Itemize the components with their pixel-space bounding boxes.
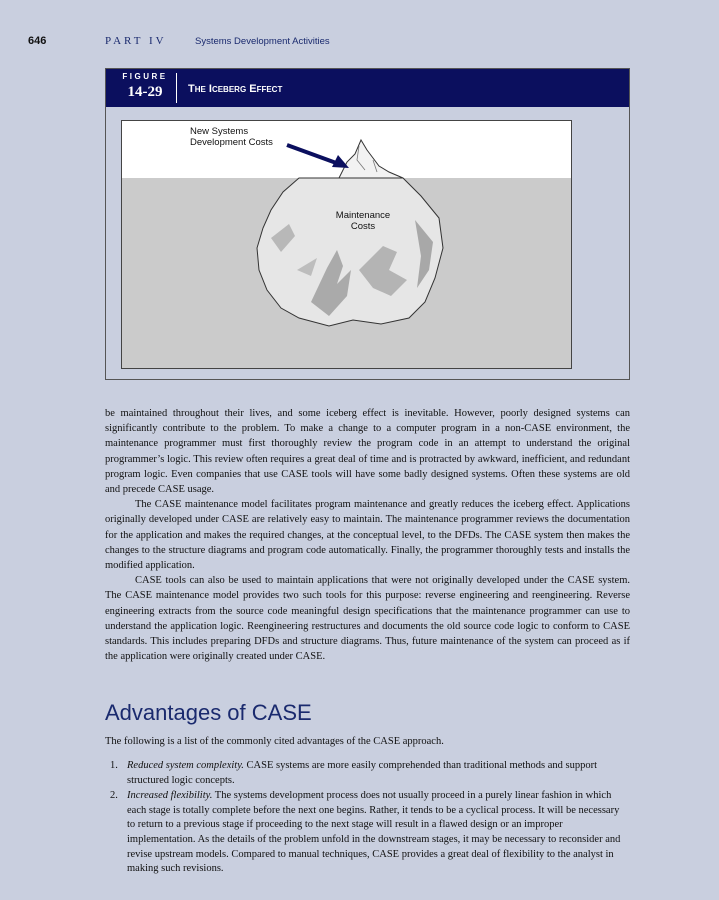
label-development-costs: Development Costs bbox=[190, 137, 273, 148]
label-costs: Costs bbox=[350, 221, 376, 232]
paragraph-3: CASE tools can also be used to maintain applications that were not originally developed under the CASE system. The CASE maintenance model provides two such tools for this purpose: reverse engineering and reengineering. Reverse engineering extracts from the source code meaningful design specifications that the maintenance programmer can use to understand the application logic. Reengineering restructures and documents the old source code logic to conform to CASE standards. This includes preparing DFDs and structure diagrams. Thus, future maintenance of the system can proceed as if the application were originally created under CASE. bbox=[105, 575, 630, 663]
iceberg-illustration bbox=[121, 120, 572, 369]
figure-number: 14-29 bbox=[127, 84, 163, 100]
page-number: 646 bbox=[28, 35, 47, 47]
list-item-text: The systems development process does not usually proceed in a purely linear fashion in which each stage is totally complete before the next one begins. Rather, it tends to be a cyclical process. It will be necessary to return to a previous stage if proceeding to the next stage will result in a flawed design or an improper implementation. As the details of the problem unfold in the downstream stages, it may be necessary to reconsider and revise upstream models. Compared to manual techniques, CASE provides a great deal of flexibility to the analyst in making such revisions. bbox=[127, 790, 621, 875]
section-heading: Advantages of CASE bbox=[105, 700, 312, 725]
paragraph-1: be maintained throughout their lives, and some iceberg effect is inevitable. However, poorly designed systems can significantly contribute to the problem. To make a change to a computer program in a non-CASE environment, the maintenance programmer must first thoroughly review the program code in an attempt to understand the original programmer’s logic. This review often requires a great deal of time and is protracted by awkward, inefficient, and redundant program logic. Even companies that use CASE tools will have some badly designed systems. Often these systems are old and precede CASE usage. bbox=[105, 408, 630, 496]
figure-title: The Iceberg Effect bbox=[188, 83, 283, 95]
section-intro: The following is a list of the commonly cited advantages of the CASE approach. bbox=[105, 736, 444, 747]
figure-14-29 bbox=[105, 68, 630, 380]
label-maintenance: Maintenance bbox=[335, 210, 391, 221]
list-item-number: 1. bbox=[110, 760, 118, 771]
advantages-list bbox=[105, 759, 625, 878]
paragraph-2: The CASE maintenance model facilitates program maintenance and greatly reduces the iceberg effect. Applications originally developed under CASE are relatively easy to maintain. The maintenance programmer reviews the documentation for the application and makes the required changes, at the conceptual level, to the DFDs. The CASE system then makes the changes to the structure diagrams and program code automatically. Finally, the programmer thoroughly tests and installs the modified application. bbox=[105, 499, 630, 572]
list-item-text: CASE systems are more easily comprehended than traditional methods and support structured logic concepts. bbox=[127, 760, 598, 786]
list-item-term: Reduced system complexity. bbox=[127, 760, 244, 771]
iceberg-submerged bbox=[257, 178, 443, 326]
body-text bbox=[105, 406, 630, 664]
list-item-term: Increased flexibility. bbox=[127, 790, 213, 802]
part-label: PART IV bbox=[105, 35, 167, 47]
section-label: Systems Development Activities bbox=[195, 36, 330, 47]
figure-caption-bar bbox=[106, 69, 629, 107]
running-header bbox=[0, 35, 719, 49]
list-item bbox=[105, 789, 625, 877]
list-item bbox=[105, 759, 625, 788]
list-item-number: 2. bbox=[110, 790, 118, 802]
figure-label: FIGURE bbox=[122, 72, 168, 81]
label-new-systems: New Systems bbox=[190, 126, 249, 137]
caption-divider bbox=[176, 73, 177, 103]
